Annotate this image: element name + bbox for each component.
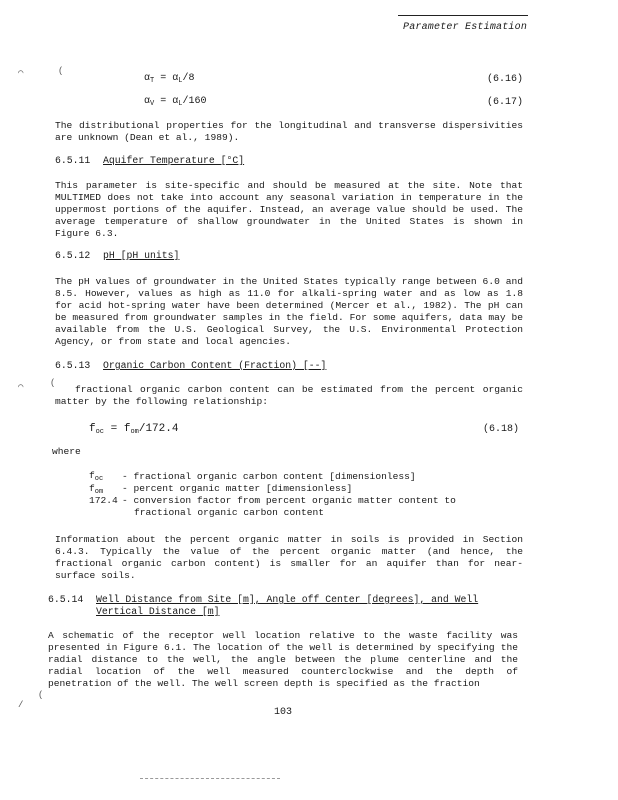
margin-mark: ( <box>38 690 44 700</box>
footer-artifact <box>140 778 280 779</box>
definition-text: - percent organic matter [dimensionless] <box>122 483 353 494</box>
paragraph-well: A schematic of the receptor well location relative to the waste facility was presented in Figure 6.1. The location of the well is determined by specifying the radial distance to the well, the angle between the plume centerline and the radial location of the well measured counterclockwise and the depth of penetration of the well. The well screen depth is specified as the fraction <box>48 630 518 689</box>
definition-symbol: $f_{om}$ <box>89 483 104 496</box>
where-label: where <box>52 446 81 457</box>
equation-number: (6.16) <box>487 74 524 85</box>
definition-symbol: $f_{oc}$ <box>89 470 104 483</box>
definition-text: - conversion factor from percent organic matter content to <box>122 495 456 506</box>
paragraph-organic-intro: fractional organic carbon content can be estimated from the percent organic matter by the following relationship: <box>55 384 523 407</box>
header-rule <box>398 15 528 16</box>
definition-text: - fractional organic carbon content [dimensionless] <box>122 471 416 482</box>
equation-6-18: $f_{oc} = f_{om}/172.4$ <box>89 423 179 436</box>
section-heading-6-5-12: 6.5.12 pH [pH units] <box>55 250 180 261</box>
paragraph-temperature: This parameter is site-specific and should be measured at the site. Note that MULTIMED does not take into account any seasonal variation in temperature in the uppermost portions of the aquifer. Instead, an average value should be used. The average temperature of shallow groundwater in the United States is shown in Figure 6.3. <box>55 180 523 239</box>
running-header: Parameter Estimation <box>403 22 528 33</box>
paragraph-organic-info: Information about the percent organic matter in soils is provided in Section 6.4.3. Typically the value of the percent organic matter (and hence, the fractional organic carbon content) is smaller for an aquifer than for near-surface soils. <box>55 534 523 581</box>
definition-text: fractional organic carbon content <box>134 507 324 518</box>
paragraph-dispersivities: The distributional properties for the longitudinal and transverse dispersivities are unknown (Dean et al., 1989). <box>55 120 523 143</box>
equation-number: (6.17) <box>487 97 524 108</box>
equation-6-16: $\alpha_T = \alpha_L/8$ <box>144 73 195 85</box>
margin-mark: ( <box>50 378 56 388</box>
margin-mark: ⌒ <box>18 68 24 78</box>
section-heading-6-5-14: 6.5.14 Well Distance from Site [m], Angle off Center [degrees], and Well <box>48 594 479 605</box>
section-heading-6-5-11: 6.5.11 Aquifer Temperature [°C] <box>55 155 245 166</box>
margin-mark: ( <box>58 66 64 76</box>
definition-symbol: 172.4 <box>89 495 118 506</box>
equation-6-17: $\alpha_V = \alpha_L/160$ <box>144 96 207 108</box>
paragraph-ph: The pH values of groundwater in the United States typically range between 6.0 and 8.5. However, values as high as 11.0 for alkali-spring water and as low as 1.8 for acid hot-spring water have been determined (Mercer et al., 1982). The pH can be measured from groundwater samples in the field. For some aquifers, data may be available from the U.S. Geological Survey, the U.S. Environmental Protection Agency, or from state and local agencies. <box>55 276 523 347</box>
margin-mark: ⌒ <box>18 382 24 392</box>
section-heading-6-5-14-line2: Vertical Distance [m] <box>96 606 220 617</box>
section-heading-6-5-13: 6.5.13 Organic Carbon Content (Fraction) [--] <box>55 360 327 371</box>
page-number: 103 <box>274 707 293 718</box>
equation-number: (6.18) <box>483 424 520 435</box>
margin-mark: / <box>18 700 24 710</box>
